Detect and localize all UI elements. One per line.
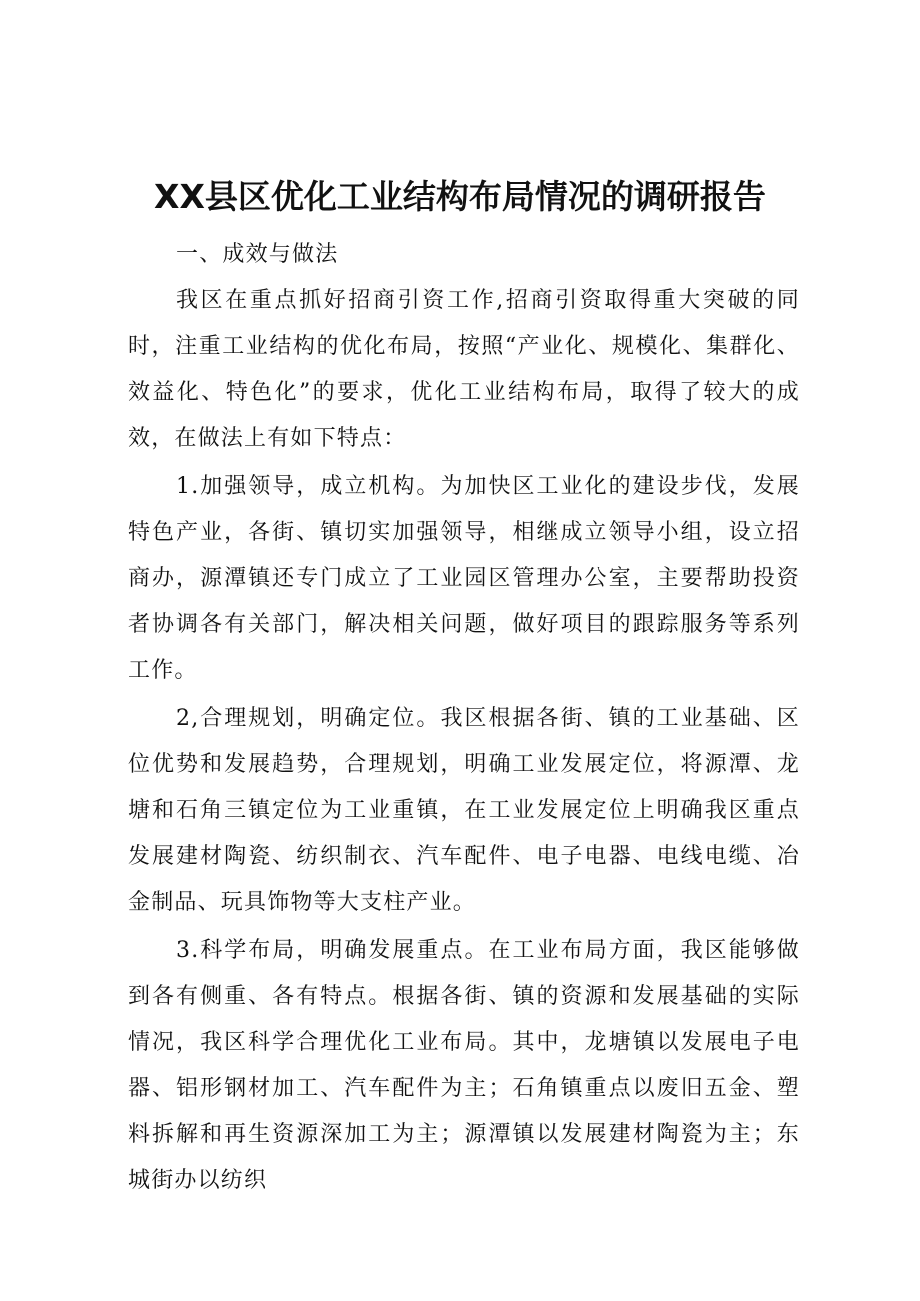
section-heading: 一、成效与做法 — [176, 242, 339, 267]
paragraph-item-1: 1.加强领导，成立机构。为加快区工业化的建设步伐，发展特色产业，各街、镇切实加强领导，相继成立领导小组，设立招商办，源潭镇还专门成立了工业园区管理办公室，主要帮助投资者协调各有关部门，解决相关问题，做好项目的跟踪服务等系列工作。 — [128, 474, 800, 683]
paragraph-item-3: 3.科学布局，明确发展重点。在工业布局方面，我区能够做到各有侧重、各有特点。根据各街、镇的资源和发展基础的实际情况，我区科学合理优化工业布局。其中，龙塘镇以发展电子电器、铝形钢材加工、汽车配件为主；石角镇重点以废旧五金、塑料拆解和再生资源深加工为主；源潭镇以发展建材陶瓷为主；东城街办以纺织 — [128, 938, 800, 1193]
paragraph-item-2: 2,合理规划，明确定位。我区根据各街、镇的工业基础、区位优势和发展趋势，合理规划，明确工业发展定位，将源潭、龙塘和石角三镇定位为工业重镇，在工业发展定位上明确我区重点发展建材陶瓷、纺织制衣、汽车配件、电子电器、电线电缆、冶金制品、玩具饰物等大支柱产业。 — [128, 706, 800, 915]
document-title: XX县区优化工业结构布局情况的调研报告 — [154, 177, 766, 216]
paragraph-intro: 我区在重点抓好招商引资工作,招商引资取得重大突破的同时，注重工业结构的优化布局，按照“产业化、规模化、集群化、效益化、特色化”的要求，优化工业结构布局，取得了较大的成效，在做法上有如下特点： — [128, 288, 800, 451]
document-body — [128, 232, 800, 1204]
